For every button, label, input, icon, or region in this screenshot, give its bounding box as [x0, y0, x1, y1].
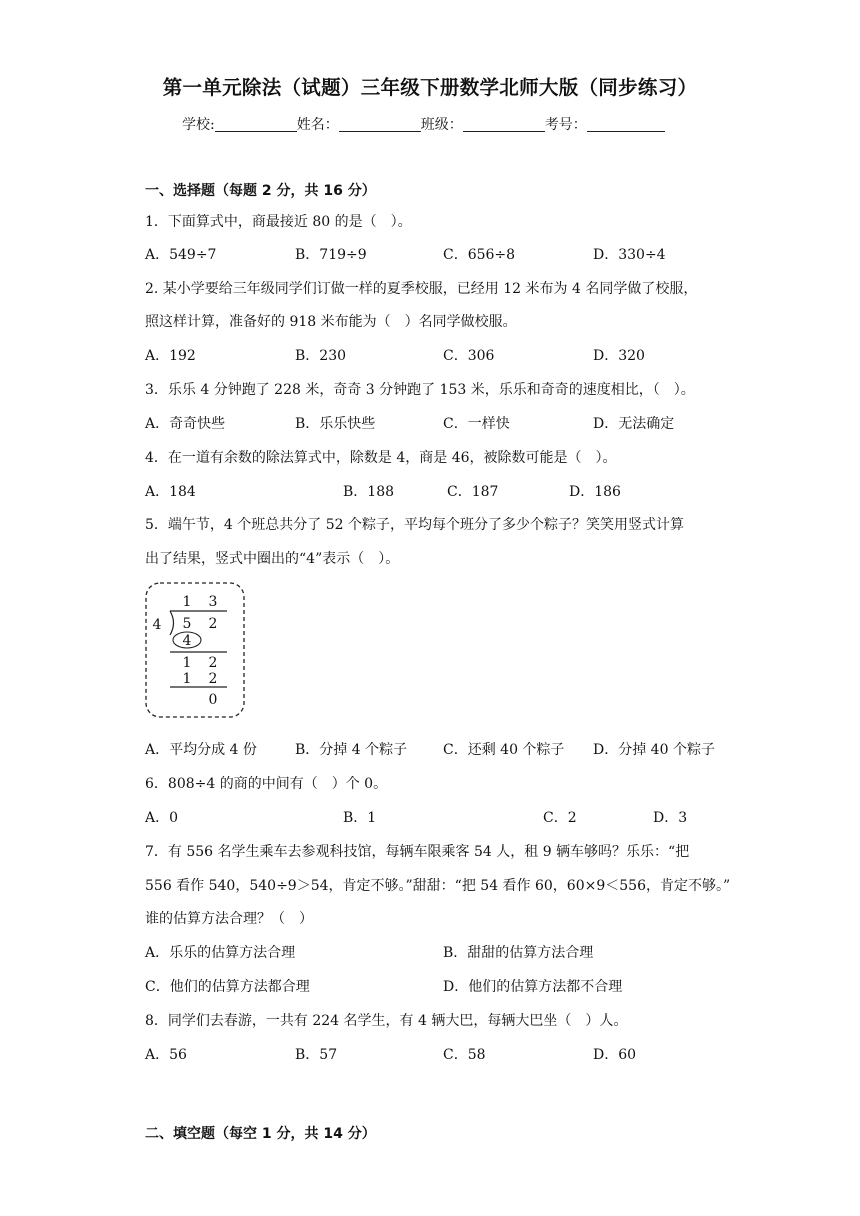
question-4-options: [145, 481, 745, 501]
option-a[interactable]: A．192: [145, 348, 196, 364]
question-7-stem-line3: 谁的估算方法合理？（ ）: [145, 911, 313, 927]
remainder-digit: 2: [208, 655, 218, 671]
option-d[interactable]: D．330÷4: [593, 247, 666, 263]
option-b[interactable]: B．1: [343, 810, 377, 826]
option-c[interactable]: C．他们的估算方法都合理: [145, 979, 310, 995]
question-8-options: [145, 1044, 745, 1064]
name-label: 姓名：: [296, 117, 339, 133]
option-a[interactable]: A．0: [145, 810, 179, 826]
question-1-options: [145, 244, 745, 264]
option-a[interactable]: A．平均分成 4 份: [145, 742, 257, 758]
option-c[interactable]: C．187: [447, 484, 499, 500]
option-c[interactable]: C．2: [543, 810, 577, 826]
question-6-options: [145, 807, 745, 827]
dashed-frame: [146, 583, 244, 717]
question-2-options: [145, 345, 745, 365]
exam-no-blank[interactable]: [587, 116, 665, 132]
remainder-digit: 1: [182, 655, 192, 671]
partial-product: 4: [182, 633, 192, 649]
question-1-stem: 1．下面算式中，商最接近 80 的是（ ）。: [145, 214, 412, 230]
student-info-line: [182, 114, 665, 134]
option-b[interactable]: B．乐乐快些: [295, 416, 376, 432]
final-remainder: 0: [208, 692, 218, 708]
question-2-stem-line1: 2. 某小学要给三年级同学们订做一样的夏季校服，已经用 12 米布为 4 名同学做了校服，: [145, 281, 698, 297]
quotient-digit: 1: [182, 594, 192, 610]
option-c[interactable]: C．58: [443, 1047, 486, 1063]
question-6-stem: 6．808÷4 的商的中间有（ ）个 0。: [145, 776, 388, 792]
option-d[interactable]: D．分掉 40 个粽子: [593, 742, 715, 758]
question-8-stem: 8．同学们去春游，一共有 224 名学生，有 4 辆大巴，每辆大巴坐（ ）人。: [145, 1013, 628, 1029]
question-5-options: [145, 739, 745, 759]
section-heading-fill-blank: 二、填空题（每空 1 分，共 14 分）: [145, 1126, 376, 1142]
school-blank[interactable]: [215, 116, 297, 132]
long-division-diagram: [145, 582, 247, 724]
option-b[interactable]: B．57: [295, 1047, 338, 1063]
option-d[interactable]: D．320: [593, 348, 645, 364]
option-d[interactable]: D．60: [593, 1047, 637, 1063]
question-4-stem: 4．在一道有余数的除法算式中，除数是 4，商是 46，被除数可能是（ ）。: [145, 450, 617, 466]
option-b[interactable]: B．188: [343, 484, 395, 500]
question-3-stem: 3．乐乐 4 分钟跑了 228 米，奇奇 3 分钟跑了 153 米，乐乐和奇奇的速度相比，（ ）。: [145, 382, 695, 398]
partial-product-digit: 1: [182, 671, 192, 687]
question-7-options-row2: [145, 976, 745, 996]
name-blank[interactable]: [339, 116, 421, 132]
question-7-stem-line2: 556 看作 540，540÷9＞54，肯定不够。”甜甜：“把 54 看作 60，60×9＜556，肯定不够。”: [145, 878, 731, 894]
partial-product-digit: 2: [208, 671, 218, 687]
class-label: 班级：: [420, 117, 463, 133]
question-2-stem-line2: 照这样计算，准备好的 918 米布能为（ ）名同学做校服。: [145, 314, 517, 330]
question-5-stem-line2: 出了结果，竖式中圈出的“4”表示（ ）。: [145, 551, 400, 567]
option-a[interactable]: A．乐乐的估算方法合理: [145, 945, 296, 961]
division-bracket: [170, 611, 174, 635]
option-a[interactable]: A．184: [145, 484, 196, 500]
class-blank[interactable]: [463, 116, 545, 132]
option-d[interactable]: D．他们的估算方法都不合理: [443, 979, 623, 995]
page-title: 第一单元除法（试题）三年级下册数学北师大版（同步练习）: [162, 76, 698, 99]
dividend-digit: 5: [182, 616, 192, 632]
option-b[interactable]: B．719÷9: [295, 247, 367, 263]
option-d[interactable]: D．无法确定: [593, 416, 675, 432]
option-d[interactable]: D．3: [653, 810, 688, 826]
option-c[interactable]: C．一样快: [443, 416, 510, 432]
option-c[interactable]: C．还剩 40 个粽子: [443, 742, 565, 758]
option-a[interactable]: A．56: [145, 1047, 187, 1063]
dividend-digit: 2: [208, 616, 218, 632]
divisor: 4: [152, 617, 162, 633]
question-7-stem-line1: 7．有 556 名学生乘车去参观科技馆，每辆车限乘客 54 人，租 9 辆车够吗？乐乐：“把: [145, 844, 690, 860]
quotient-digit: 3: [208, 594, 218, 610]
option-c[interactable]: C．306: [443, 348, 495, 364]
school-label: 学校:: [182, 117, 215, 133]
exam-no-label: 考号：: [544, 117, 587, 133]
option-a[interactable]: A．奇奇快些: [145, 416, 226, 432]
section-heading-choice: 一、选择题（每题 2 分，共 16 分）: [145, 183, 376, 199]
option-b[interactable]: B．230: [295, 348, 347, 364]
option-d[interactable]: D．186: [569, 484, 621, 500]
option-a[interactable]: A．549÷7: [145, 247, 217, 263]
option-c[interactable]: C．656÷8: [443, 247, 516, 263]
question-5-stem-line1: 5．端午节，4 个班总共分了 52 个粽子，平均每个班分了多少个粽子？笑笑用竖式计算: [145, 517, 684, 533]
option-b[interactable]: B．分掉 4 个粽子: [295, 742, 408, 758]
option-b[interactable]: B．甜甜的估算方法合理: [443, 945, 594, 961]
question-3-options: [145, 413, 745, 433]
question-7-options-row1: [145, 942, 745, 962]
